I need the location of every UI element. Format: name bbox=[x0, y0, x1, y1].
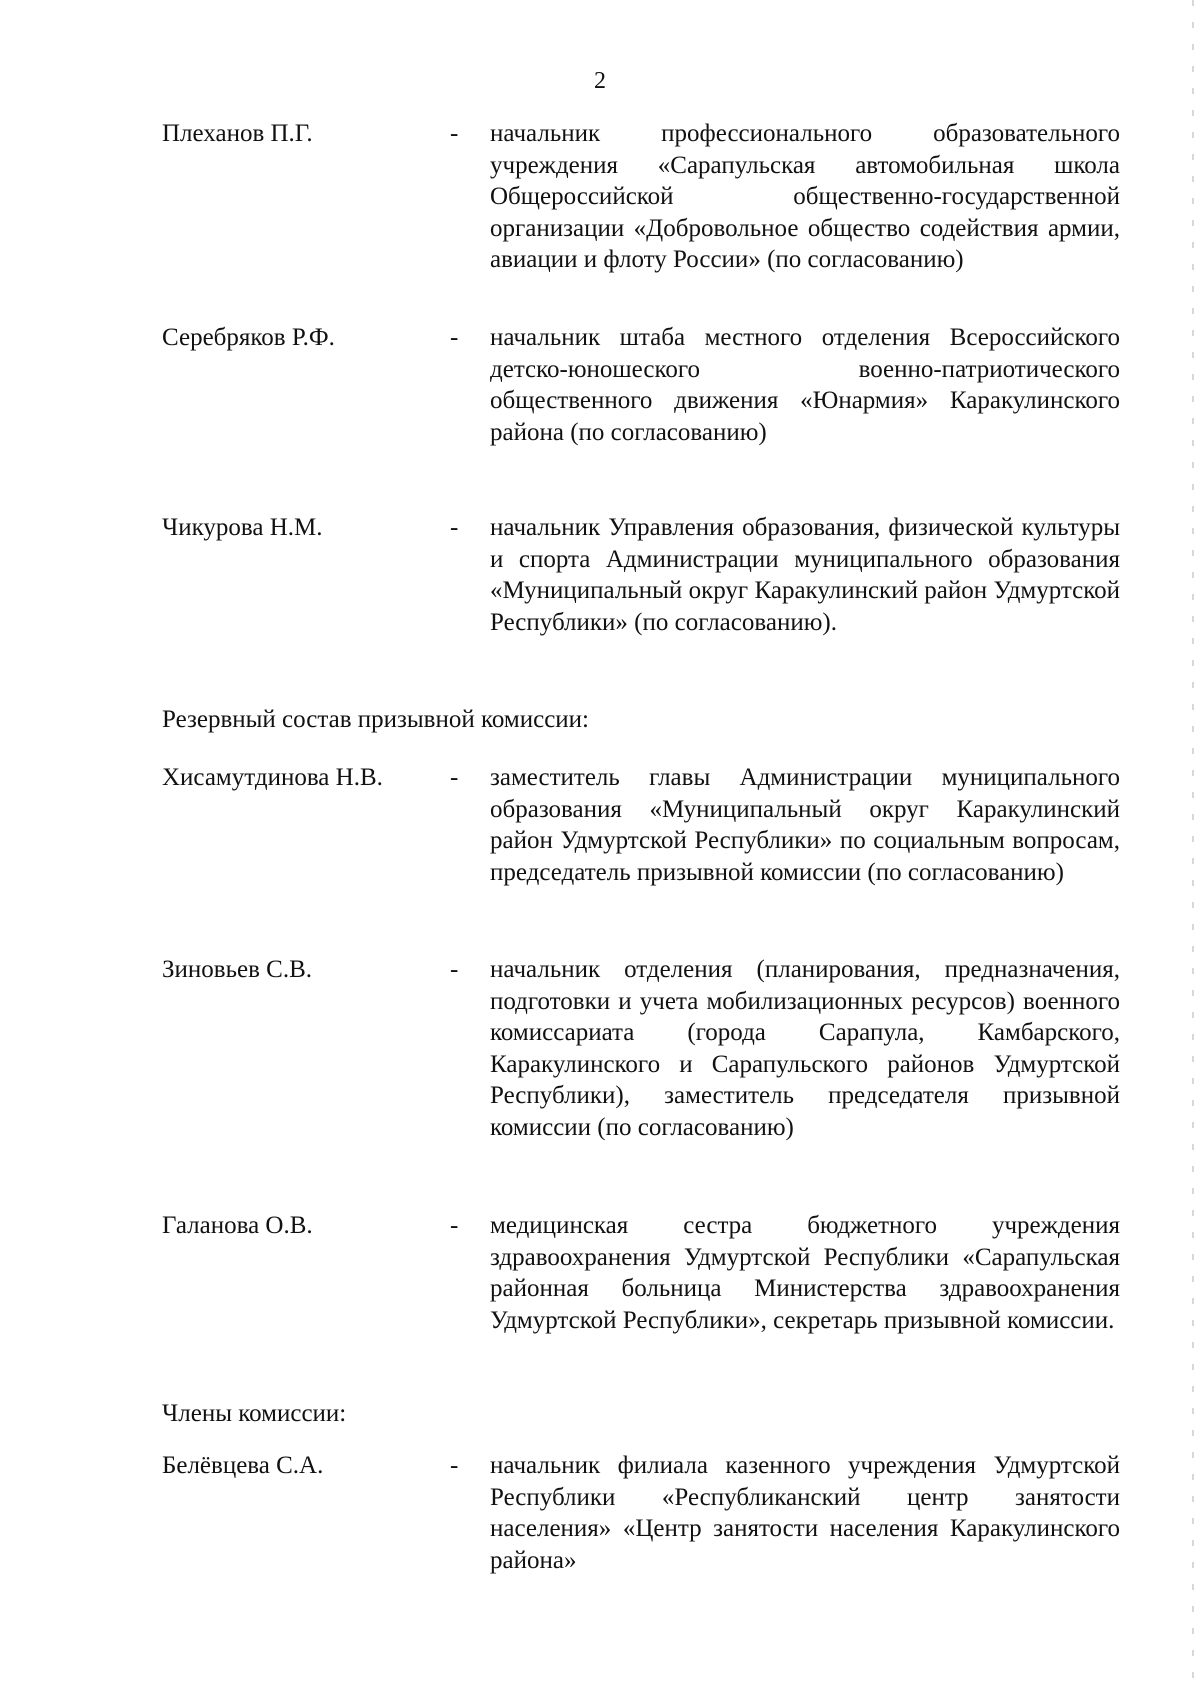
commission-members-heading: Члены комиссии: bbox=[162, 1400, 347, 1427]
member-name: Галанова О.В. bbox=[162, 1212, 313, 1239]
member-position: начальник филиала казенного учреждения Удмуртской Республики «Республиканский центр занятости населения» «Центр занятости населения Каракулинского района» bbox=[490, 1452, 1120, 1574]
member-position: начальник Управления образования, физической культуры и спорта Администрации муниципального образования «Муниципальный округ Каракулинский район Удмуртской Республики» (по согласованию). bbox=[490, 514, 1120, 636]
reserve-heading: Резервный состав призывной комиссии: bbox=[162, 706, 589, 733]
member-position: медицинская сестра бюджетного учреждения здравоохранения Удмуртской Республики «Сарапульская районная больница Министерства здравоохранения Удмуртской Республики», секретарь призывной комиссии. bbox=[490, 1212, 1120, 1334]
member-position: начальник профессионального образовательного учреждения «Сарапульская автомобильная школа Общероссийской общественно-государственной организации «Добровольное общество содействия армии, авиации и флоту России» (по согласованию) bbox=[490, 120, 1120, 273]
entry-dash: - bbox=[450, 1452, 459, 1479]
member-position: начальник отделения (планирования, предназначения, подготовки и учета мобилизационных ресурсов) военного комиссариата (города Сарапула, Камбарского, Каракулинского и Сарапульского районов Удмуртской Республики), заместитель председателя призывной комиссии (по согласованию) bbox=[490, 956, 1120, 1141]
member-name: Плеханов П.Г. bbox=[162, 120, 313, 147]
member-name: Чикурова Н.М. bbox=[162, 514, 323, 541]
member-name: Белёвцева С.А. bbox=[162, 1452, 324, 1479]
entry-dash: - bbox=[450, 120, 459, 147]
member-position: начальник штаба местного отделения Всероссийского детско-юношеского военно-патриотического общественного движения «Юнармия» Каракулинского района (по согласованию) bbox=[490, 324, 1120, 446]
entry-dash: - bbox=[450, 764, 459, 791]
member-name: Зиновьев С.В. bbox=[162, 956, 312, 983]
entry-dash: - bbox=[450, 1212, 459, 1239]
member-position: заместитель главы Администрации муниципального образования «Муниципальный округ Каракулинский район Удмуртской Республики» по социальным вопросам, председатель призывной комиссии (по согласованию) bbox=[490, 764, 1120, 886]
member-name: Хисамутдинова Н.В. bbox=[162, 764, 383, 791]
entry-dash: - bbox=[450, 324, 459, 351]
entry-dash: - bbox=[450, 956, 459, 983]
entry-dash: - bbox=[450, 514, 459, 541]
scan-edge-artifact bbox=[1192, 0, 1194, 1686]
member-name: Серебряков Р.Ф. bbox=[162, 324, 335, 351]
page-number: 2 bbox=[594, 68, 606, 94]
